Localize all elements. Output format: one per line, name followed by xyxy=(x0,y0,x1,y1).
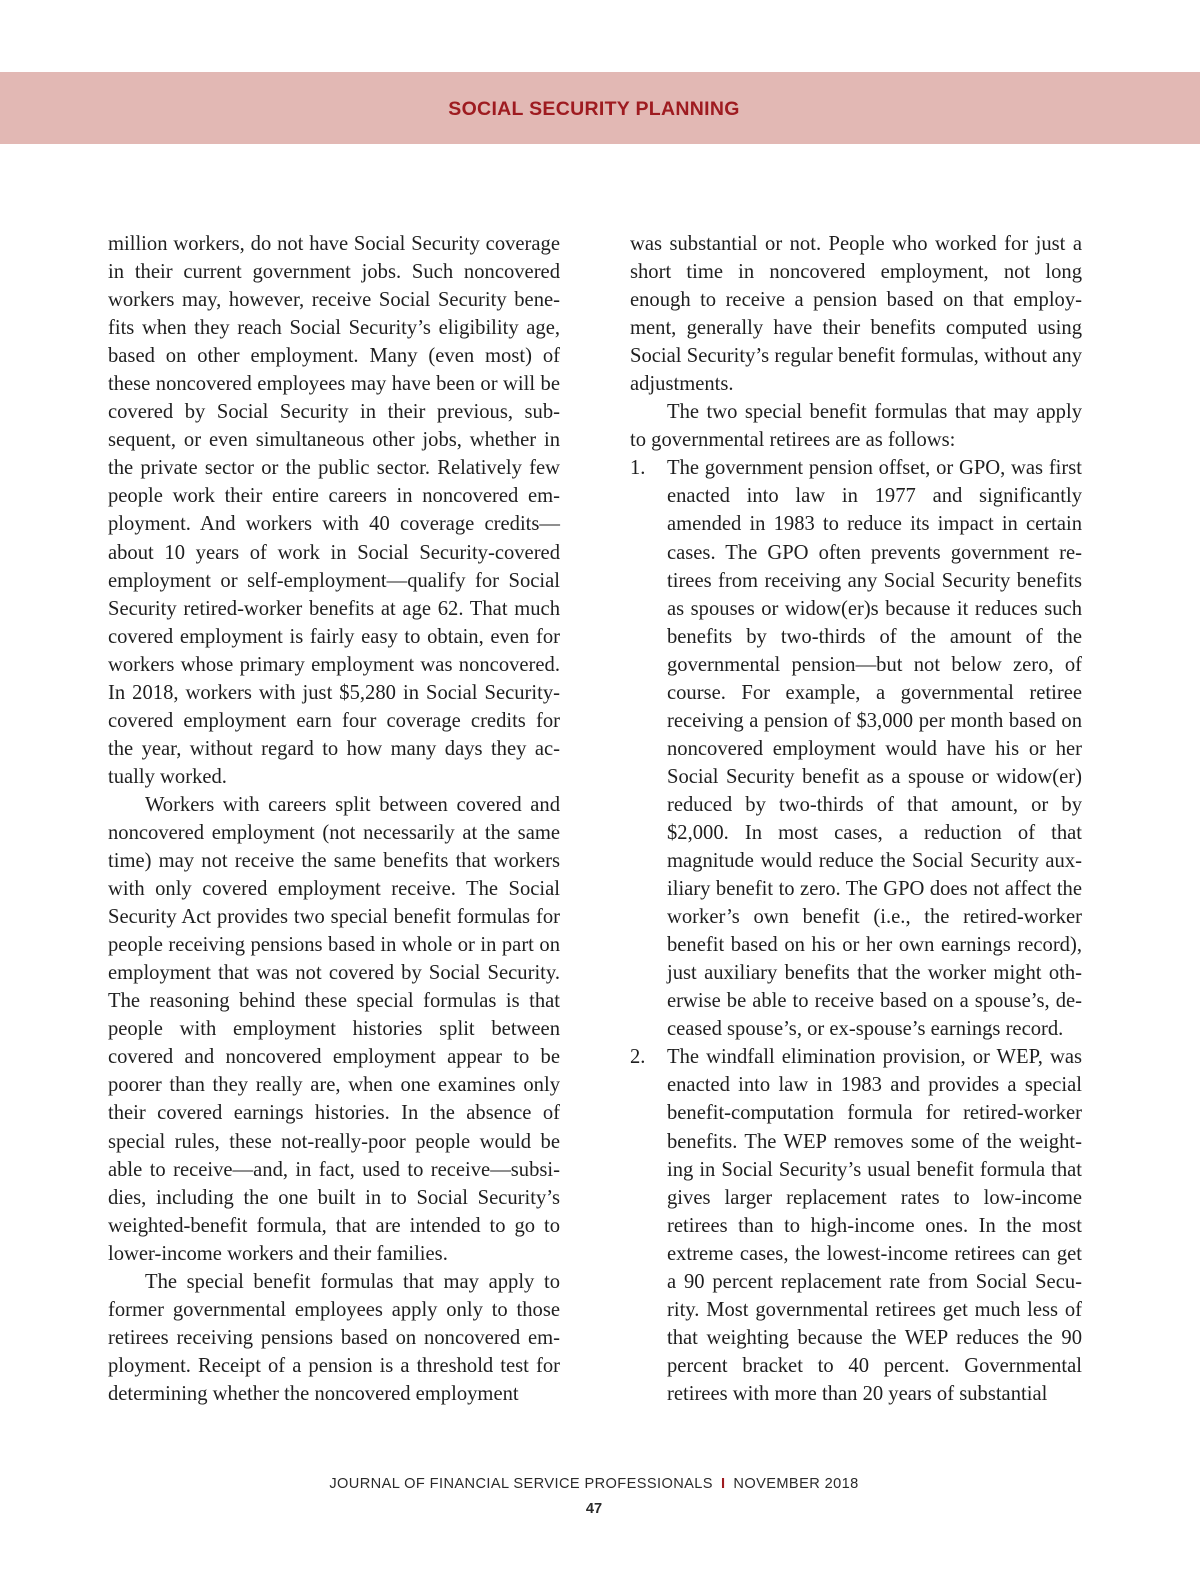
footer-separator: I xyxy=(720,1476,726,1492)
list-item-text: The windfall elimination provision, or WEP, was enacted into law in 1983 and provides a special benefit-computation formula for retired-worker benefits. The WEP removes some of the weighting in Social Security’s usual benefit formula that gives larger replacement rates to low-income retirees than to high-income ones. In the most extreme cases, the lowest-income retirees can get a 90 percent replacement rate from Social Security. Most governmental retirees get much less of that weighting because the WEP reduces the 90 percent bracket to 40 percent. Governmental retirees with more than 20 years of substantial xyxy=(667,1046,1082,1405)
issue-date: NOVEMBER 2018 xyxy=(733,1476,859,1492)
list-item-number: 2. xyxy=(630,1046,646,1069)
running-footer xyxy=(0,1474,1188,1494)
paragraph-continued: million workers, do not have Social Security coverage in their current government jobs. Such noncovered workers may, however, receive Social Security benefits when they reach Social Security’s eligibility age, based on other employment. Many (even most) of these noncovered employees may have been or will be covered by Social Security in their previous, subsequent, or even simultaneous other jobs, whether in the private sector or the public sector. Relatively few people work their entire careers in noncovered employment. And workers with 40 coverage credits—about 10 years of work in Social Security-covered employment or self-employment—qualify for Social Security retired-worker benefits at age 62. That much covered employment is fairly easy to obtain, even for workers whose primary employment was noncovered. In 2018, workers with just $5,280 in Social Security-covered employment earn four coverage credits for the year, without regard to how many days they actually worked. xyxy=(108,233,560,788)
page-number: 47 xyxy=(585,1501,603,1517)
list-item-gpo xyxy=(630,454,1082,1043)
section-title: SOCIAL SECURITY PLANNING xyxy=(448,98,740,120)
paragraph: The two special benefit formulas that may apply to governmental retirees are as follows: xyxy=(630,401,1082,452)
paragraph: Workers with careers split between covered and noncovered employment (not necessarily at the same time) may not receive the same benefits that workers with only covered employment receive. The Social Security Act provides two special benefit formulas for people receiving pensions based in whole or in part on employment that was not covered by Social Security. The reasoning behind these special formulas is that people with employment histories split between covered and noncovered employment appear to be poorer than they really are, when one examines only their covered earnings histories. In the absence of special rules, these not-really-poor people would be able to receive—and, in fact, used to receive—subsidies, including the one built in to Social Security’s weighted-benefit formula, that are intended to go to lower-income workers and their families. xyxy=(108,793,560,1265)
journal-name: JOURNAL OF FINANCIAL SERVICE PROFESSIONALS xyxy=(329,1476,713,1492)
paragraph: The special benefit formulas that may apply to former governmental employees apply only to those retirees receiving pensions based on noncovered employment. Receipt of a pension is a threshold test for determining whether the noncovered employment xyxy=(108,1270,560,1405)
numbered-list xyxy=(630,454,1082,1408)
list-item-number: 1. xyxy=(630,457,646,480)
list-item-wep xyxy=(630,1043,1082,1408)
paragraph-continued: was substantial or not. People who worked for just a short time in noncovered employment, not long enough to receive a pension based on that employment, generally have their benefits computed using Social Security’s regular benefit formulas, without any adjustments. xyxy=(630,233,1082,396)
left-column xyxy=(108,230,560,1408)
right-column xyxy=(630,230,1082,1408)
list-item-text: The government pension offset, or GPO, was first enacted into law in 1977 and significantly amended in 1983 to reduce its impact in certain cases. The GPO often prevents government retirees from receiving any Social Security benefits as spouses or widow(er)s because it reduces such benefits by two-thirds of the amount of the governmental pension—but not below zero, of course. For example, a governmental retiree receiving a pension of $3,000 per month based on noncovered employment would have his or her Social Security benefit as a spouse or widow(er) reduced by two-thirds of that amount, or by $2,000. In most cases, a reduction of that magnitude would reduce the Social Security auxiliary benefit to zero. The GPO does not affect the worker’s own benefit (i.e., the retired-worker benefit based on his or her own earnings record), just auxiliary benefits that the worker might otherwise be able to receive based on a spouse’s, deceased spouse’s, or ex-spouse’s earnings record. xyxy=(667,457,1082,1041)
